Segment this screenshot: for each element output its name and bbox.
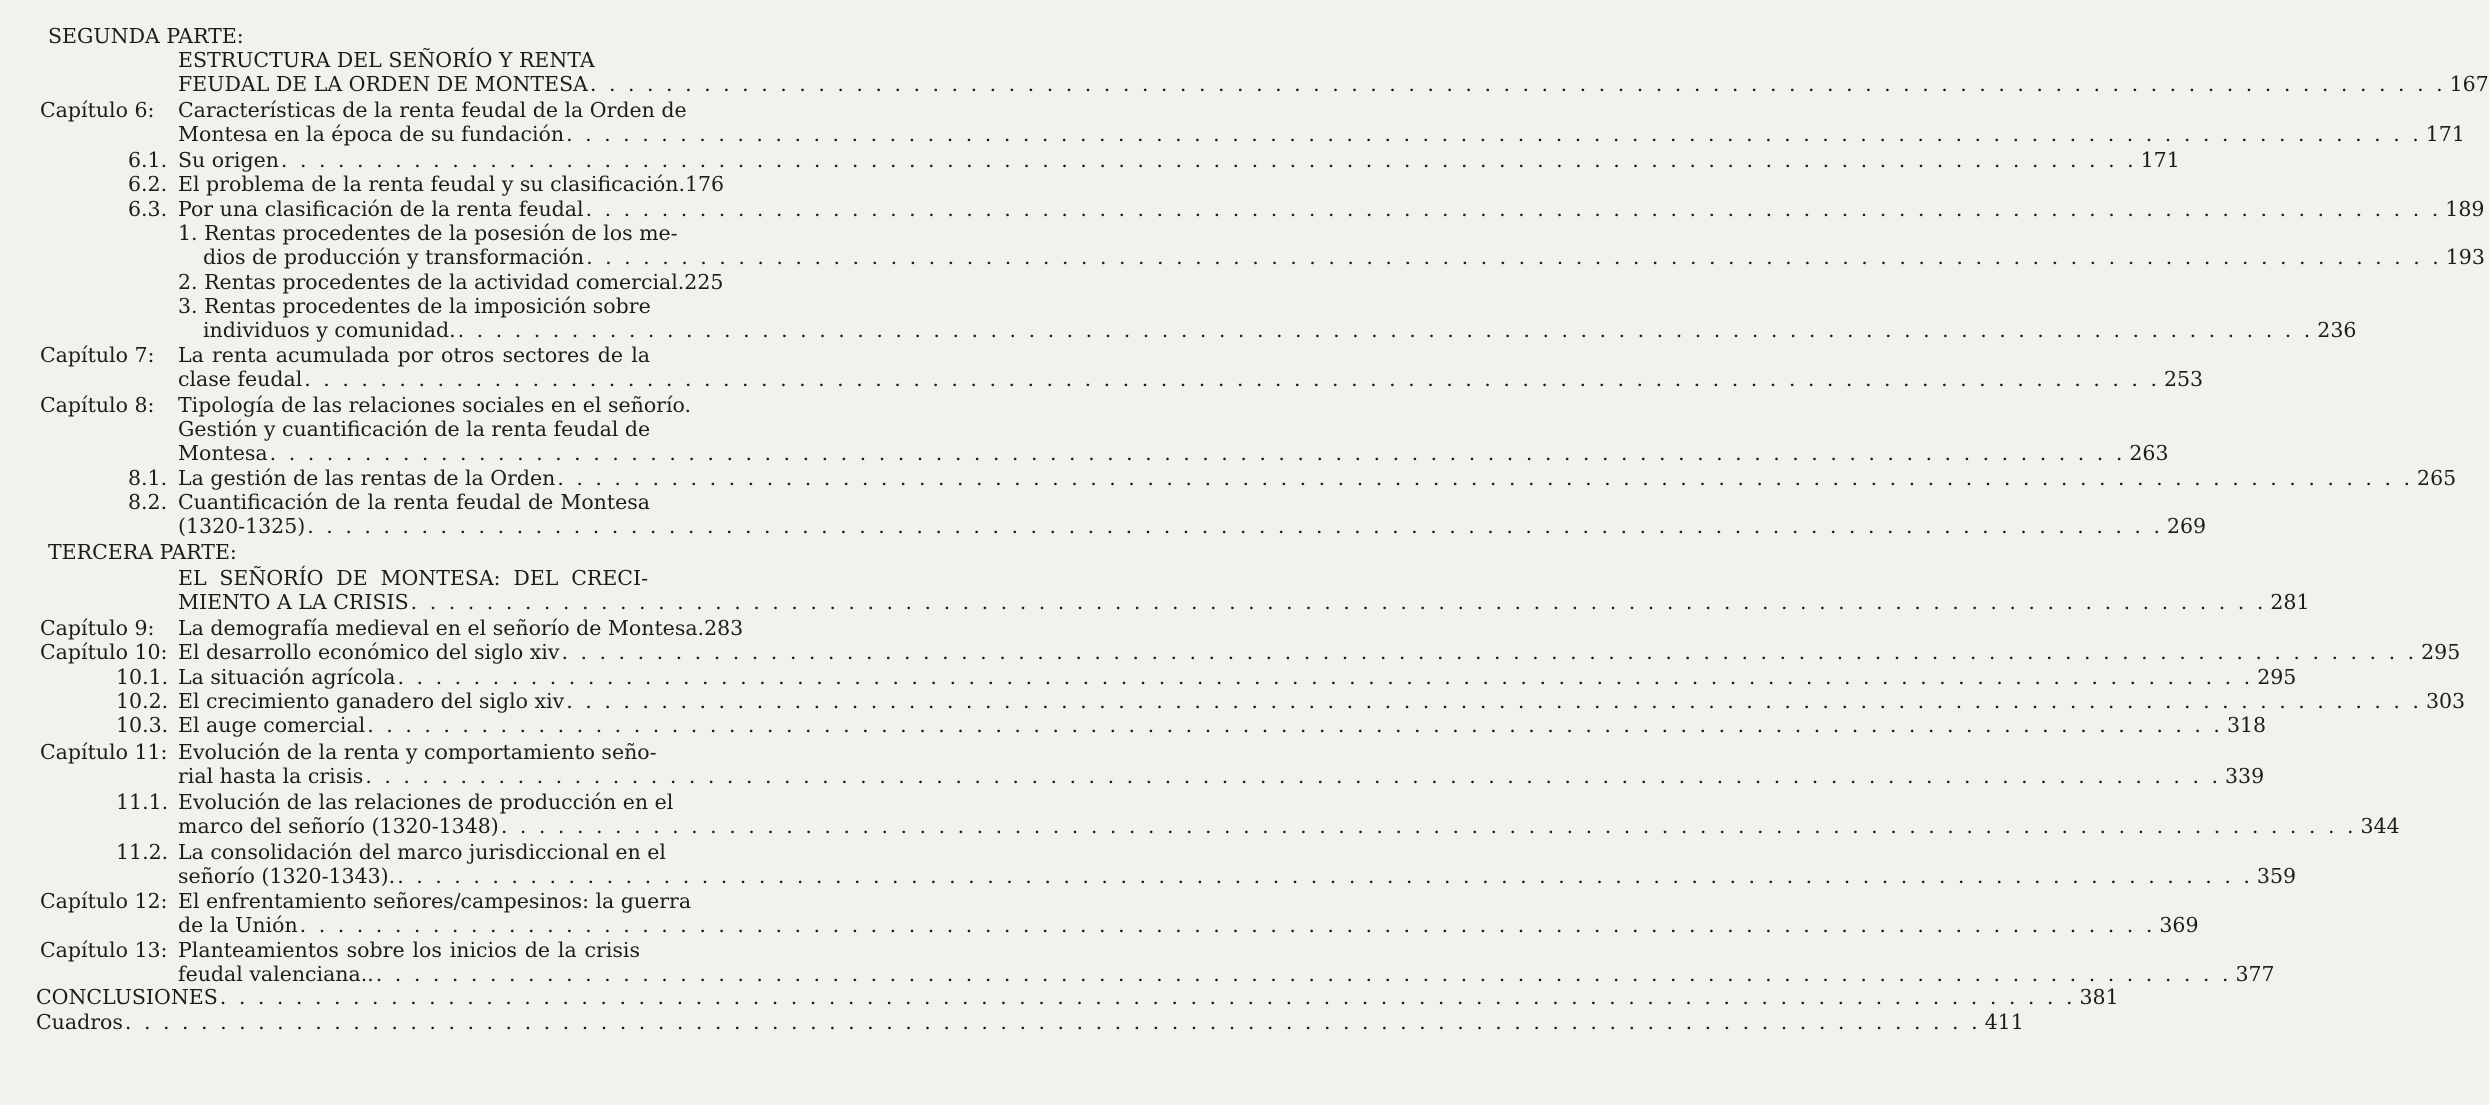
entry-text: Evolución de la renta y comportamiento seño- [178, 740, 657, 764]
leader-dots [586, 245, 2442, 270]
leader-dots [561, 640, 2417, 665]
entry-text: Cuantificación de la renta feudal de Montesa [178, 490, 650, 514]
entry-text: 1. Rentas procedentes de la posesión de los me- [178, 221, 678, 245]
page-number: 225 [684, 270, 724, 294]
leader-dots [557, 466, 2413, 491]
toc-entry: feudal valenciana.. . . . 377 [178, 962, 697, 987]
part-title: ESTRUCTURA DEL SEÑORÍO Y RENTA [178, 48, 595, 72]
entry-text: La renta acumulada por otros sectores de la [178, 343, 650, 367]
leader-dots [270, 441, 2126, 466]
page-number: 295 [2257, 665, 2297, 689]
toc-entry: de la Unión . . . 369 [178, 913, 697, 938]
toc-entry: La situación agrícola . . . 295 [178, 665, 697, 690]
page-number: 193 [2445, 245, 2485, 269]
leader-dots [125, 1010, 1981, 1035]
section-number: 11.1. [116, 790, 169, 814]
chapter-label: Capítulo 8: [40, 393, 155, 417]
page-number: 283 [704, 616, 744, 640]
leader-dots [367, 713, 2223, 738]
leader-dots [566, 689, 2422, 714]
page-number: 281 [2270, 590, 2310, 614]
toc-entry: 2. Rentas procedentes de la actividad comercial. 225 [178, 270, 724, 294]
leader-dots [590, 72, 2446, 97]
part-heading: TERCERA PARTE: [48, 540, 237, 564]
toc-entry: La demografía medieval en el señorío de Montesa. 283 [178, 616, 744, 640]
page-number: 167 [2449, 72, 2489, 96]
toc-entry: Montesa en la época de su fundación . . . 171 [178, 122, 697, 147]
toc-entry: CONCLUSIONES . . . 381 [36, 985, 697, 1010]
page-number: 176 [684, 172, 725, 196]
page-number: 189 [2445, 197, 2485, 221]
entry-text: Características de la renta feudal de la Orden de [178, 98, 687, 122]
entry-text: Tipología de las relaciones sociales en el señorío. [178, 393, 692, 417]
section-number: 10.1. [116, 665, 169, 689]
page-number: 253 [2163, 367, 2204, 391]
section-number: 8.1. [128, 466, 168, 490]
leader-dots [586, 197, 2442, 222]
chapter-label: Capítulo 11: [40, 740, 168, 764]
entry-text: 3. Rentas procedentes de la imposición sobre [178, 294, 651, 318]
entry-text: Evolución de las relaciones de producción en el [178, 790, 674, 814]
page-number: 369 [2159, 913, 2199, 937]
page-number: 171 [2425, 122, 2465, 146]
page-number: 377 [2235, 962, 2275, 986]
page-number: 269 [2166, 514, 2207, 538]
leader-dots [458, 318, 2314, 343]
entry-text: Planteamientos sobre los inicios de la crisis [178, 938, 640, 962]
toc-entry: dios de producción y transformación . . . 193 [203, 245, 697, 270]
chapter-label: Capítulo 6: [40, 98, 155, 122]
part-heading: SEGUNDA PARTE: [48, 24, 244, 48]
section-number: 6.2. [128, 172, 168, 196]
page-number: 381 [2079, 985, 2119, 1009]
leader-dots [307, 514, 2163, 539]
toc-entry: El problema de la renta feudal y su clasificación. 176 [178, 172, 725, 196]
leader-dots [365, 764, 2221, 789]
toc-entry: La gestión de las rentas de la Orden . . . 265 [178, 466, 697, 491]
leader-dots [398, 665, 2254, 690]
section-number: 10.3. [116, 713, 169, 737]
toc-entry: Su origen . . . 171 [178, 148, 697, 173]
chapter-label: Capítulo 10: [40, 640, 168, 664]
leader-dots [300, 913, 2156, 938]
entry-text: La consolidación del marco jurisdiccional en el [178, 840, 666, 864]
page-number: 295 [2421, 640, 2461, 664]
toc-entry: rial hasta la crisis . . . 339 [178, 764, 697, 789]
leader-dots [566, 122, 2422, 147]
page-number: 318 [2226, 713, 2267, 737]
toc-entry: marco del señorío (1320-1348) . . . 344 [178, 814, 697, 839]
section-number: 6.1. [128, 148, 168, 172]
entry-text: Gestión y cuantificación de la renta feudal de [178, 417, 651, 441]
leader-dots [397, 864, 2253, 889]
toc-entry: El desarrollo económico del siglo xiv . . . 295 [178, 640, 697, 665]
leader-dots [376, 962, 2232, 987]
leader-dots [281, 148, 2137, 173]
leader-dots [220, 985, 2076, 1010]
page-number: 263 [2129, 441, 2169, 465]
chapter-label: Capítulo 12: [40, 889, 168, 913]
leader-dots [501, 814, 2357, 839]
section-number: 10.2. [116, 689, 169, 713]
toc-entry: Por una clasificación de la renta feudal . . . 189 [178, 197, 697, 222]
entry-text: El enfrentamiento señores/campesinos: la guerra [178, 889, 692, 913]
toc-entry: FEUDAL DE LA ORDEN DE MONTESA . . . 167 [178, 72, 697, 97]
toc-entry: individuos y comunidad. . . . 236 [203, 318, 697, 343]
toc-entry: Cuadros . . . 411 [36, 1010, 697, 1035]
toc-entry: El auge comercial . . . 318 [178, 713, 697, 738]
section-number: 8.2. [128, 490, 168, 514]
page-number: 339 [2225, 764, 2265, 788]
page-number: 303 [2425, 689, 2466, 713]
page-number: 236 [2317, 318, 2357, 342]
section-number: 11.2. [116, 840, 169, 864]
section-number: 6.3. [128, 197, 168, 221]
page-number: 411 [1984, 1010, 2024, 1034]
part-title: EL SEÑORÍO DE MONTESA: DEL CRECI- [178, 566, 648, 590]
chapter-label: Capítulo 13: [40, 938, 168, 962]
chapter-label: Capítulo 7: [40, 343, 155, 367]
page-number: 171 [2140, 148, 2180, 172]
toc-entry: Montesa . . . 263 [178, 441, 697, 466]
leader-dots [411, 590, 2267, 615]
toc-entry: clase feudal . . . 253 [178, 367, 697, 392]
page-number: 344 [2360, 814, 2400, 838]
toc-entry: El crecimiento ganadero del siglo xiv . . . 303 [178, 689, 697, 714]
chapter-label: Capítulo 9: [40, 616, 155, 640]
leader-dots [304, 367, 2160, 392]
toc-entry: MIENTO A LA CRISIS . . . 281 [178, 590, 697, 615]
page-number: 359 [2256, 864, 2297, 888]
page-number: 265 [2417, 466, 2457, 490]
toc-entry: señorío (1320-1343). . . . 359 [178, 864, 697, 889]
toc-entry: (1320-1325) . . . 269 [178, 514, 697, 539]
